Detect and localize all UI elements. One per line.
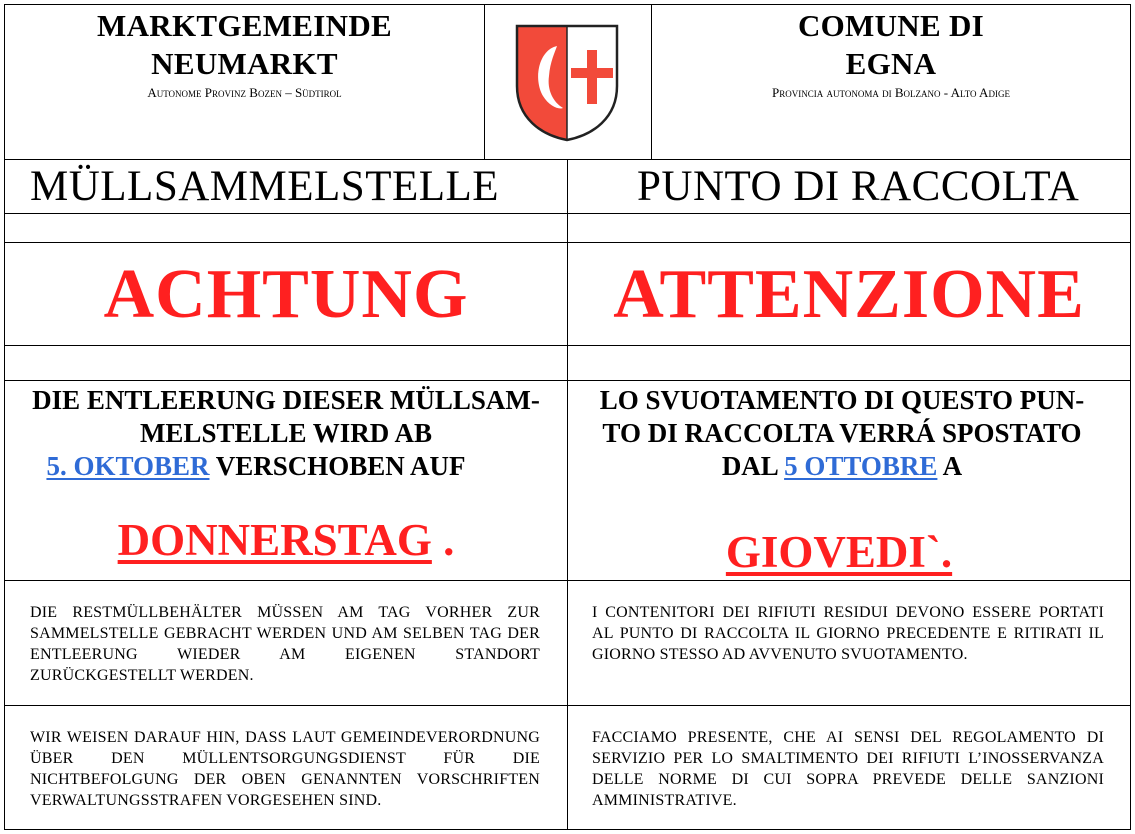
penalty-it: FACCIAMO PRESENTE, CHE AI SENSI DEL REGOLAMENTO DI SERVIZIO PER LO SMALTIMENTO DEI RIFIUTI L’INOSSERVANZA DELLE NORME DI CUI SOPRA PREVEDE DELLE SANZIONI AMMINISTRATIVE. — [592, 729, 1104, 809]
coat-of-arms-icon — [513, 20, 621, 144]
municipality-name-de-line1: MARKTGEMEINDE — [97, 8, 392, 43]
header-left — [5, 7, 484, 101]
new-day-it-wrap — [558, 522, 1120, 593]
new-day-de-suffix: . — [431, 515, 455, 565]
divider — [484, 4, 485, 160]
province-subtitle-it: Provincia autonoma di Bolzano - Alto Adige — [772, 85, 1010, 100]
notice-it-line2: TO DI RACCOLTA VERRÁ SPOSTATO — [602, 418, 1082, 448]
notice-it — [572, 384, 1112, 483]
notice-it-line3-suffix: A — [937, 451, 963, 481]
municipality-name-it-line1: COMUNE DI — [797, 8, 985, 43]
section-title-de: MÜLLSAMMELSTELLE — [30, 163, 500, 210]
notice-de-line1: DIE ENTLEERUNG DIESER MÜLLSAM- — [32, 385, 540, 415]
header-right — [652, 7, 1130, 101]
notice-de-line2: MELSTELLE WIRD AB — [139, 418, 433, 448]
notice-it-line3-prefix: DAL — [721, 451, 785, 481]
instruction-de: DIE RESTMÜLLBEHÄLTER MÜSSEN AM TAG VORHER ZUR SAMMELSTELLE GEBRACHT WERDEN UND AM SELBEN TAG DER ENTLEERUNG WIEDER AM EIGENEN STANDORT ZURÜCKGESTELLT WERDEN. — [30, 604, 540, 684]
date-it: 5 OTTOBRE — [784, 451, 938, 481]
municipality-name-it-line2: EGNA — [845, 46, 937, 81]
notice-it-line1: LO SVUOTAMENTO DI QUESTO PUN- — [599, 385, 1085, 415]
date-de: 5. OKTOBER — [46, 451, 210, 481]
penalty-de: WIR WEISEN DARAUF HIN, DASS LAUT GEMEINDEVERORDNUNG ÜBER DEN MÜLLENTSORGUNGSDIENST FÜR DIE NICHTBEFOLGUNG DER OBEN GENANNTEN VORSCHRIFTEN VERWALTUNGSSTRAFEN VORGESEHEN SIND. — [30, 729, 540, 809]
section-title-it: PUNTO DI RACCOLTA — [637, 163, 1080, 210]
notice-de — [10, 384, 562, 483]
instruction-it: I CONTENITORI DEI RIFIUTI RESIDUI DEVONO ESSERE PORTATI AL PUNTO DI RACCOLTA IL GIORNO PRECEDENTE E RITIRATI IL GIORNO STESSO AD AVVENUTO SVUOTAMENTO. — [592, 604, 1104, 663]
new-day-it: GIOVEDI`. — [725, 527, 953, 577]
new-day-de: DONNERSTAG — [117, 515, 432, 565]
warning-de: ACHTUNG — [103, 256, 469, 333]
municipality-name-de-line2: NEUMARKT — [151, 46, 338, 81]
new-day-de-wrap — [5, 510, 567, 581]
notice-de-line3: VERSCHOBEN AUF — [209, 451, 466, 481]
province-subtitle-de: Autonome Provinz Bozen – Südtirol — [147, 85, 342, 100]
warning-it: ATTENZIONE — [613, 256, 1085, 333]
